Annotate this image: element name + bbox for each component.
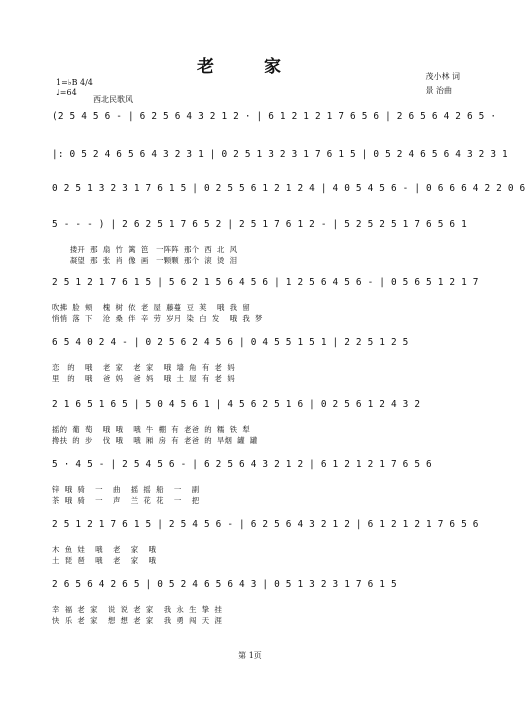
composer-credit: 景 治曲 [425,86,452,95]
notation-row: (2 5 4 5 6 - | 6 2 5 6 4 3 2 1 2 · | 6 1 2 1 2 1 7 6 5 6 | 2 6 5 6 4 2 6 5 · [52,111,497,122]
tempo-mark: ♩=64 [56,88,77,97]
notation-row: 2 1 6 5 1 6 5 | 5 0 4 5 6 1 | 4 5 6 2 5 1 6 | 0 2 5 6 1 2 4 3 2 [52,399,421,410]
spacer [52,412,470,424]
lyric-row: 木 鱼 娃 哦 老 家 哦 [52,545,157,554]
lyric-row: 锌 哦 骑 一 曲 摇 摇 船 一 副 [52,485,200,494]
spacer [52,592,470,604]
lyric-row: 搀扶 的 步 伐 哦 哦 厢 房 有 老爸 的 旱烟 罐 罐 [52,436,258,445]
notation-row: 2 5 1 2 1 7 6 1 5 | 2 5 4 5 6 - | 6 2 5 6 4 3 2 1 2 | 6 1 2 1 2 1 7 6 5 6 [52,519,479,530]
staff-line [52,110,497,124]
credits [425,70,460,98]
lyric-row: 土 琵 琶 哦 老 家 哦 [52,556,157,565]
lyric-row: 里 的 哦 爸 妈 爸 妈 哦 土 屋 有 老 妈 [52,374,235,383]
notation-row: 5 - - - ) | 2 6 2 5 1 7 6 5 2 | 2 5 1 7 6 1 2 - | 5 2 5 2 5 1 7 6 5 6 1 [52,219,467,230]
spacer [52,290,470,302]
lyric-row: 幸 福 老 家 说 说 老 家 我 永 生 挚 挂 [52,605,223,614]
page-number: 第 1页 [238,651,262,660]
notation-row: 5 · 4 5 - | 2 5 4 5 6 - | 6 2 5 6 4 3 2 1 2 | 6 1 2 1 2 1 7 6 5 6 [52,459,432,470]
staff-line [52,218,470,266]
staff-line [52,458,470,506]
spacer [52,532,470,544]
song-title: 老 家 [197,57,303,77]
staff-line [52,336,470,384]
staff-line [52,398,470,446]
notation-row: |: 0 5 2 4 6 5 6 4 3 2 3 1 | 0 2 5 1 3 2 3 1 7 6 1 5 | 0 5 2 4 6 5 6 4 3 2 3 1 [52,149,508,160]
spacer [52,472,470,484]
notation-row: 2 6 5 6 4 2 6 5 | 0 5 2 4 6 5 6 4 3 | 0 5 1 3 2 3 1 7 6 1 5 [52,579,397,590]
staff-line [52,182,525,196]
lyric-row: 悄悄 落 下 沧 桑 伴 辛 劳 岁月 染 白 发 哦 我 梦 [52,314,263,323]
notation-row: 2 5 1 2 1 7 6 1 5 | 5 6 2 1 5 6 4 5 6 | 1 2 5 6 4 5 6 - | 0 5 6 5 1 2 1 7 [52,277,479,288]
staff-line [52,276,479,324]
notation-row: 0 2 5 1 3 2 3 1 7 6 1 5 | 0 2 5 5 6 1 2 1 2 4 | 4 0 5 4 5 6 - | 0 6 6 6 4 2 2 0 6 [52,183,525,194]
lyric-row: 吹拂 脸 颊 槐 树 依 老 屋 藤蔓 豆 荚 哦 我 留 [52,303,250,312]
style-note: 西北民歌风 [93,95,133,104]
song-meta [56,78,133,104]
spacer [52,232,470,244]
lyric-row: 摇的 葡 萄 哦 哦 哦 牛 棚 有 老爸 的 糯 铁 犁 [52,425,250,434]
lyric-row: 凝望 那 张 肖 像 画 一颗颗 那个 滚 烫 泪 [52,256,238,265]
notation-row: 6 5 4 0 2 4 - | 0 2 5 6 2 4 5 6 | 0 4 5 5 1 5 1 | 2 2 5 1 2 5 [52,337,409,348]
lyric-row: 恋 的 哦 老 家 老 家 哦 墙 角 有 老 妈 [52,363,235,372]
lyric-row: 搂开 那 扇 竹 篱 笆 一阵阵 那个 西 北 风 [52,245,238,254]
lyricist-credit: 茂小林 词 [425,72,460,81]
key-signature: 1=♭B 4/4 [56,78,93,87]
staff-line [52,148,508,162]
spacer [52,350,470,362]
lyric-row: 快 乐 老 家 想 想 老 家 我 勇 闯 天 涯 [52,616,223,625]
staff-line [52,518,479,566]
staff-line [52,578,470,626]
lyric-row: 茶 哦 骑 一 声 兰 花 花 一 把 [52,496,200,505]
